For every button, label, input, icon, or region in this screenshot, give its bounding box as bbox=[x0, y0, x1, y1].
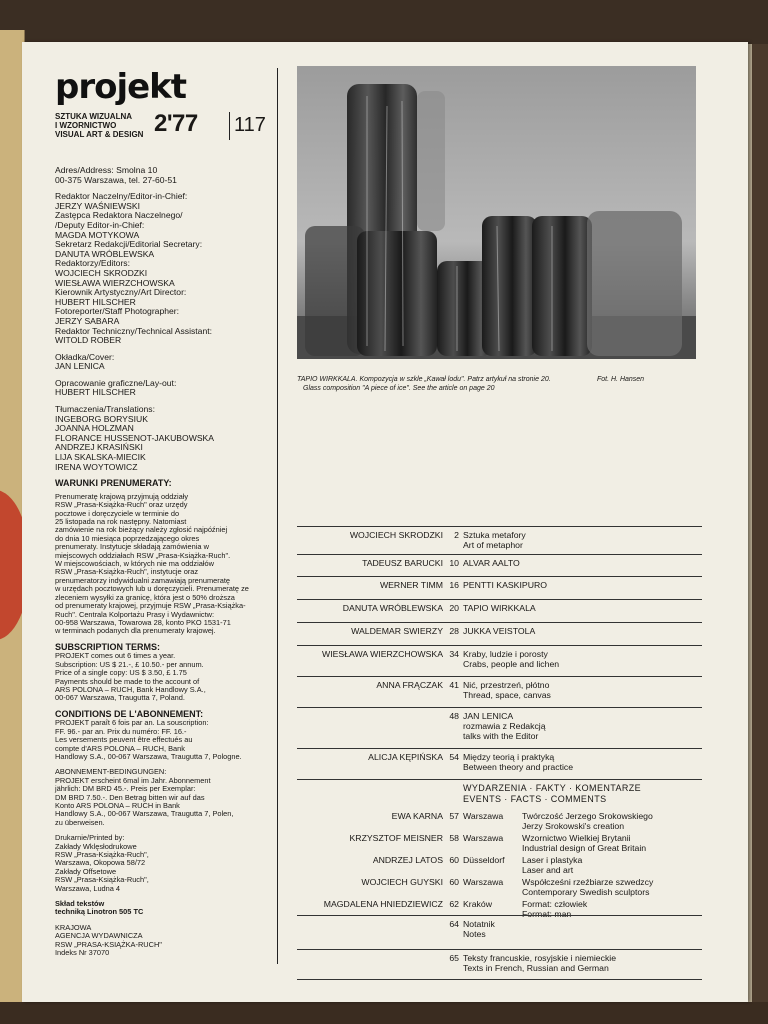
publisher-block bbox=[55, 924, 277, 958]
toc-page: 28 bbox=[449, 626, 459, 636]
event-page: 58 bbox=[449, 833, 459, 843]
subscription-heading: SUBSCRIPTION TERMS: bbox=[55, 641, 161, 652]
colophon-line: JOANNA HOLZMAN bbox=[55, 423, 134, 434]
colophon-line: JERZY SABARA bbox=[55, 315, 120, 326]
event-page: 60 bbox=[449, 855, 459, 865]
colophon-line: RSW „Prasa-Książka-Ruch" oraz urzędy bbox=[55, 500, 188, 510]
event-city: Warszawa bbox=[463, 833, 504, 843]
colophon-line: Ruch". Centrala Kolportażu Prasy i Wydawnictw: bbox=[55, 609, 215, 619]
colophon-line: 00-375 Warszawa, tel. 27-60-51 bbox=[55, 174, 177, 185]
colophon-line: prenumeraty. Instytucje składają zamówienia w bbox=[55, 542, 209, 552]
issue-divider bbox=[229, 112, 230, 140]
colophon-line: RSW „Prasa-Książka-Ruch", bbox=[55, 875, 149, 885]
colophon-line: zu überweisen. bbox=[55, 817, 105, 827]
colophon-line: od prenumeraty krajowej, przyjmuje RSW „Prasa-Książka- bbox=[55, 601, 246, 611]
tagline-line: I WZORNICTWO bbox=[55, 121, 117, 130]
toc-row[interactable] bbox=[297, 949, 702, 980]
tagline-line: VISUAL ART & DESIGN bbox=[55, 130, 144, 139]
colophon-line: INGEBORG BORYSIUK bbox=[55, 413, 148, 424]
colophon-line: DANUTA WRÓBLEWSKA bbox=[55, 248, 155, 259]
toc-title: JUKKA VEISTOLA bbox=[463, 626, 536, 636]
event-title: Wzornictwo Wielkiej Brytanii Industrial design of Great Britain bbox=[522, 833, 647, 853]
colophon-line: WOJCIECH SKRODZKI bbox=[55, 267, 148, 278]
toc-row[interactable] bbox=[297, 599, 702, 622]
toc-title: Sztuka metafory Art of metaphor bbox=[463, 530, 526, 550]
colophon-line: IRENA WOYTOWICZ bbox=[55, 461, 138, 472]
abonnement-block bbox=[55, 710, 277, 762]
colophon-line: W miejscowościach, w których nie ma oddziałów bbox=[55, 559, 214, 569]
prenumeraty-block bbox=[55, 479, 277, 636]
colophon-line: PROJEKT paraît 6 fois par an. La souscription: bbox=[55, 718, 209, 728]
colophon-line: prenumeratorzy indywidualni zamawiają prenumeratę bbox=[55, 575, 230, 585]
colophon-line: PROJEKT erscheint 6mal im Jahr. Abonnement bbox=[55, 775, 211, 785]
colophon-line: pocztowe i doręczyciele w terminie do bbox=[55, 508, 180, 518]
colophon-line: /Deputy Editor-in-Chief: bbox=[55, 219, 145, 230]
colophon-line: Redaktorzy/Editors: bbox=[55, 258, 130, 269]
colophon-line: Redaktor Naczelny/Editor-in-Chief: bbox=[55, 191, 188, 202]
colophon-line: DM BRD 7.50.-. Den Betrag bitten wir auf das bbox=[55, 792, 205, 802]
table-background-bottom bbox=[0, 1002, 768, 1024]
colophon-line: RSW „PRASA-KSIĄŻKA-RUCH" bbox=[55, 939, 162, 949]
colophon-line: FF. 96.- par an. Prix du numéro: FF. 16.- bbox=[55, 726, 187, 736]
toc-title: Nić, przestrzeń, płótno Thread, space, canvas bbox=[463, 680, 551, 700]
address-block bbox=[55, 166, 277, 185]
prenumeraty-heading: WARUNKI PRENUMERATY: bbox=[55, 478, 172, 489]
magazine-page bbox=[22, 42, 748, 1002]
toc-row[interactable] bbox=[297, 576, 702, 599]
toc-author: ALICJA KĘPIŃSKA bbox=[368, 752, 443, 762]
colophon-line: Zastępca Redaktora Naczelnego/ bbox=[55, 210, 183, 221]
colophon-line: Sekretarz Redakcji/Editorial Secretary: bbox=[55, 239, 203, 250]
colophon-line: compte d'ARS POLONA – RUCH, Bank bbox=[55, 743, 185, 753]
magazine-logo: projekt bbox=[55, 67, 187, 107]
colophon-line: 25 listopada na rok następny. Natomiast bbox=[55, 517, 187, 527]
toc-title: Między teorią i praktyką Between theory and practice bbox=[463, 752, 574, 772]
colophon-line: RSW „Prasa-Książka-Ruch", instytucje oraz bbox=[55, 567, 199, 577]
event-city: Düsseldorf bbox=[463, 855, 505, 865]
magazine-tagline bbox=[55, 112, 155, 139]
event-author: MAGDALENA HNIEDZIEWICZ bbox=[323, 899, 443, 909]
toc-page: 41 bbox=[449, 680, 459, 690]
toc-author: DANUTA WRÓBLEWSKA bbox=[342, 603, 443, 613]
staff-block bbox=[55, 192, 277, 346]
colophon-line: w urzędach pocztowych lub u doręczycieli. Prenumeratę ze bbox=[55, 584, 249, 594]
toc-title: Kraby, ludzie i porosty Crabs, people and lichen bbox=[463, 649, 560, 669]
colophon-line: 00-067 Warszawa, Traugutta 7, Poland. bbox=[55, 693, 185, 703]
toc-row[interactable] bbox=[297, 707, 702, 748]
colophon-line: zleceniem wysyłki za granicę, która jest o 50% droższa bbox=[55, 592, 235, 602]
colophon-line: PROJEKT comes out 6 times a year. bbox=[55, 651, 176, 661]
colophon-line: WITOLD ROBER bbox=[55, 335, 122, 346]
colophon-line: techniką Linotron 505 TC bbox=[55, 907, 144, 917]
colophon-line: ANDRZEJ KRASIŃSKI bbox=[55, 442, 143, 453]
toc-author: WERNER TIMM bbox=[379, 580, 443, 590]
event-city: Warszawa bbox=[463, 877, 504, 887]
toc-page: 10 bbox=[449, 558, 459, 568]
toc-title: ALVAR AALTO bbox=[463, 558, 520, 568]
colophon-line: HUBERT HILSCHER bbox=[55, 296, 136, 307]
toc-author: WIESŁAWA WIERZCHOWSKA bbox=[322, 649, 443, 659]
toc-page: 65 bbox=[449, 953, 459, 963]
colophon-line: Redaktor Techniczny/Technical Assistant: bbox=[55, 325, 212, 336]
toc-row[interactable] bbox=[297, 622, 702, 645]
events-section bbox=[297, 779, 702, 919]
colophon-line: Konto ARS POLONA – RUCH in Bank bbox=[55, 801, 180, 810]
colophon-line: Warszawa, Ludna 4 bbox=[55, 883, 121, 893]
toc-title: TAPIO WIRKKALA bbox=[463, 603, 536, 613]
toc-page: 64 bbox=[449, 919, 459, 929]
glass-sculpture-photo bbox=[297, 66, 696, 359]
colophon-line: MAGDA MOTYKOWA bbox=[55, 229, 140, 240]
photo-credit: Fot. H. Hansen bbox=[597, 376, 645, 383]
colophon-line: Handlowy S.A., 00-067 Warszawa, Traugutta 7, Pologne. bbox=[55, 751, 242, 761]
printer-block bbox=[55, 834, 277, 893]
prenumeraty-text bbox=[55, 493, 277, 636]
toc-page: 48 bbox=[449, 711, 459, 721]
toc-row[interactable] bbox=[297, 526, 702, 554]
colophon-line: Adres/Address: Smolna 10 bbox=[55, 165, 158, 175]
events-heading-pl: WYDARZENIA · FAKTY · KOMENTARZE bbox=[463, 783, 642, 793]
subscription-block bbox=[55, 643, 277, 703]
toc-page: 20 bbox=[449, 603, 459, 613]
event-title: Twórczość Jerzego Srokowskiego Jerzy Srokowski's creation bbox=[522, 811, 653, 831]
toc-row[interactable] bbox=[297, 645, 702, 676]
colophon-line: AGENCJA WYDAWNICZA bbox=[55, 931, 143, 941]
table-of-contents bbox=[297, 526, 702, 980]
abonnement-heading: CONDITIONS DE L'ABONNEMENT: bbox=[55, 708, 204, 719]
colophon-line: Skład tekstów bbox=[55, 899, 105, 909]
cover-photo bbox=[297, 66, 696, 359]
toc-page: 34 bbox=[449, 649, 459, 659]
colophon-line: Zakłady Offsetowe bbox=[55, 866, 117, 876]
cover-credit bbox=[55, 353, 277, 372]
issue-label: 2'77 bbox=[154, 110, 198, 137]
translations-block bbox=[55, 405, 277, 472]
colophon-line: Payments should be made to the account of bbox=[55, 676, 200, 686]
event-page: 57 bbox=[449, 811, 459, 821]
abonnement-text bbox=[55, 719, 277, 761]
colophon-line: Fotoreporter/Staff Photographer: bbox=[55, 306, 180, 317]
toc-author: WALDEMAR SWIERZY bbox=[351, 626, 443, 636]
colophon-line: miejscowych oddziałach RSW „Prasa-Książka-Ruch". bbox=[55, 550, 231, 560]
events-heading-en: EVENTS · FACTS · COMMENTS bbox=[463, 794, 607, 804]
tagline-line: SZTUKA WIZUALNA bbox=[55, 112, 133, 121]
toc-author: ANNA FRĄCZAK bbox=[376, 680, 443, 690]
subscription-text bbox=[55, 652, 277, 702]
toc-title: JAN LENICA rozmawia z Redakcją talks with the Editor bbox=[463, 711, 546, 741]
colophon-line: Indeks Nr 37070 bbox=[55, 948, 110, 958]
colophon-line: WIESŁAWA WIERZCHOWSKA bbox=[55, 277, 175, 288]
bedingungen-text bbox=[55, 777, 277, 827]
toc-row[interactable] bbox=[297, 748, 702, 779]
colophon bbox=[55, 166, 277, 965]
colophon-line: Subscription: US $ 21.-, £ 10.50.- per annum. bbox=[55, 659, 204, 669]
colophon-line: Warszawa, Okopowa 58/72 bbox=[55, 858, 146, 868]
colophon-line: Handlowy S.A., 00-067 Warszawa, Traugutta 7, Polen, bbox=[55, 809, 234, 819]
event-author: KRZYSZTOF MEISNER bbox=[349, 833, 443, 843]
colophon-line: FLORANCE HUSSENOT-JAKUBOWSKA bbox=[55, 432, 215, 443]
colophon-line: do dnia 10 miesiąca poprzedzającego okres bbox=[55, 533, 200, 543]
toc-row[interactable] bbox=[297, 676, 702, 707]
toc-title: Notatnik Notes bbox=[463, 919, 495, 939]
colophon-line: LIJA SKALSKA-MIECIK bbox=[55, 452, 146, 463]
colophon-line: Les versements peuvent être effectués au bbox=[55, 735, 193, 745]
colophon-line: Okładka/Cover: bbox=[55, 351, 115, 362]
table-background bbox=[0, 0, 768, 44]
event-city: Warszawa bbox=[463, 811, 504, 821]
toc-row[interactable] bbox=[297, 554, 702, 576]
photo-caption bbox=[297, 375, 717, 393]
bedingungen-heading: ABONNEMENT-BEDINGUNGEN: bbox=[55, 767, 167, 777]
colophon-line: Price of a single copy: US $ 3.50, £ 1.75 bbox=[55, 668, 187, 678]
toc-page: 16 bbox=[449, 580, 459, 590]
colophon-line: zamówienie na rok bieżący należy zgłosić najpóźniej bbox=[55, 525, 228, 535]
column-divider bbox=[277, 68, 278, 964]
colophon-line: Prenumeratę krajową przyjmują oddziały bbox=[55, 491, 189, 501]
bedingungen-block bbox=[55, 768, 277, 827]
issue-number: 117 bbox=[234, 114, 266, 136]
colophon-line: 00-958 Warszawa, Towarowa 28, konto PKO 1531-71 bbox=[55, 617, 231, 627]
toc-title: Teksty francuskie, rosyjskie i niemieckie Texts in French, Russian and German bbox=[463, 953, 617, 973]
colophon-line: KRAJOWA bbox=[55, 922, 92, 932]
toc-page: 54 bbox=[449, 752, 459, 762]
colophon-line: Opracowanie graficzne/Lay-out: bbox=[55, 377, 177, 388]
event-title: Laser i plastyka Laser and art bbox=[522, 855, 583, 875]
colophon-line: HUBERT HILSCHER bbox=[55, 387, 136, 398]
colophon-line: JAN LENICA bbox=[55, 361, 105, 372]
caption-english: Glass composition "A piece of ice". See the article on page 20 bbox=[303, 385, 495, 392]
event-title: Format: człowiek Format: man bbox=[522, 899, 588, 919]
colophon-line: Tłumaczenia/Translations: bbox=[55, 404, 155, 415]
toc-author: WOJCIECH SKRODZKI bbox=[349, 530, 443, 540]
colophon-line: ARS POLONA – RUCH, Bank Handlowy S.A., bbox=[55, 684, 206, 694]
event-page: 62 bbox=[449, 899, 459, 909]
toc-title: PENTTI KASKIPURO bbox=[463, 580, 547, 590]
colophon-line: Kierownik Artystyczny/Art Director: bbox=[55, 287, 187, 298]
event-author: EWA KARNA bbox=[391, 811, 443, 821]
colophon-line: RSW „Prasa-Książka-Ruch", bbox=[55, 850, 149, 860]
colophon-line: jährlich: DM BRD 45.-. Preis per Exemplar: bbox=[55, 784, 196, 794]
toc-author: TADEUSZ BARUCKI bbox=[362, 558, 443, 568]
event-author: WOJCIECH GUYSKI bbox=[361, 877, 443, 887]
event-author: ANDRZEJ LATOS bbox=[372, 855, 443, 865]
toc-page: 2 bbox=[454, 530, 459, 540]
colophon-line: JERZY WAŚNIEWSKI bbox=[55, 200, 140, 211]
layout-credit bbox=[55, 379, 277, 398]
colophon-line: Zakłady Wklęsłodrukowe bbox=[55, 841, 137, 851]
event-city: Kraków bbox=[463, 899, 492, 909]
colophon-line: w terminach podanych dla prenumeraty krajowej. bbox=[55, 626, 216, 636]
caption-polish: TAPIO WIRKKALA. Kompozycja w szkle „Kawał lodu". Patrz artykuł na stronie 20. bbox=[297, 376, 551, 383]
event-title: Współcześni rzeźbiarze szwedzcy Contemporary Swedish sculptors bbox=[522, 877, 654, 897]
typeset-block bbox=[55, 900, 277, 917]
event-page: 60 bbox=[449, 877, 459, 887]
colophon-line: Drukarnie/Printed by: bbox=[55, 833, 125, 843]
toc-row[interactable] bbox=[297, 915, 702, 949]
